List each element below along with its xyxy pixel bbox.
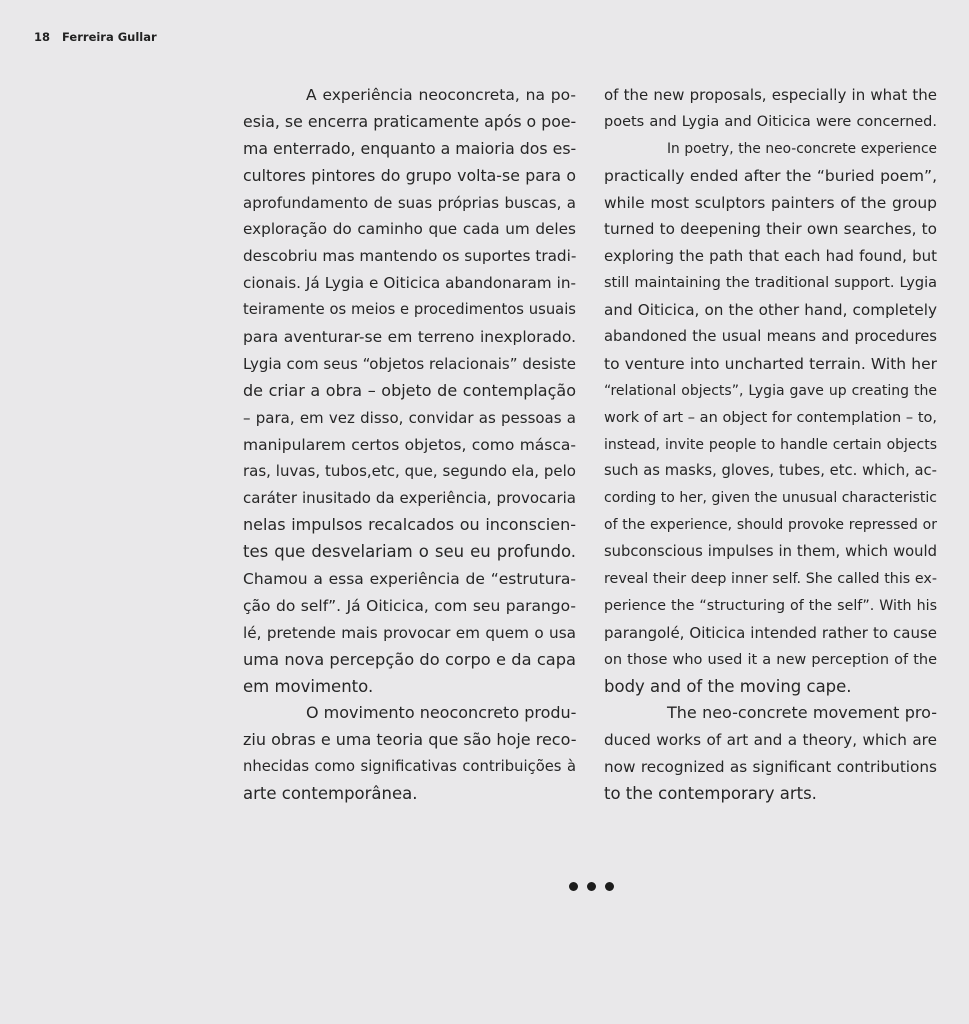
text-line: arte contemporânea. [243, 784, 418, 804]
text-line: cultores pintores do grupo volta-se para o [243, 165, 576, 185]
page-number: 18 [34, 30, 51, 44]
text-line: – para, em vez disso, convidar as pessoas a [243, 408, 576, 427]
text-line: Chamou a essa experiência de “estrutura- [243, 570, 576, 589]
text-line: subconscious impulses in them, which would [604, 543, 937, 561]
text-line: nhecidas como significativas contribuições à [243, 758, 576, 776]
running-title: Ferreira Gullar [62, 30, 157, 44]
text-line: ção do self”. Já Oiticica, com seu parango- [243, 596, 576, 615]
text-line: ma enterrado, enquanto a maioria dos es- [243, 138, 576, 158]
text-line: lé, pretende mais provocar em quem o usa [243, 623, 576, 642]
text-line: cionais. Já Lygia e Oiticica abandonaram in- [243, 274, 576, 293]
text-line: In poetry, the neo-concrete experience [667, 140, 937, 157]
text-line: of the experience, should provoke repressed or [604, 517, 937, 534]
text-line: esia, se encerra praticamente após o poe- [243, 111, 576, 131]
text-line: “relational objects”, Lygia gave up creating the [604, 382, 937, 399]
text-line: tes que desvelariam o seu eu profundo. [243, 542, 576, 562]
portuguese-text-column [243, 82, 576, 808]
text-line: nelas impulsos recalcados ou inconscien- [243, 515, 576, 535]
english-text-column [604, 82, 937, 808]
text-line: to the contemporary arts. [604, 784, 817, 804]
text-line: such as masks, gloves, tubes, etc. which, ac- [604, 462, 937, 480]
text-line: now recognized as significant contributions [604, 758, 937, 777]
text-line: and Oiticica, on the other hand, completely [604, 301, 937, 320]
text-line: exploring the path that each had found, but [604, 247, 937, 266]
bullet-dot-icon [569, 882, 578, 891]
text-line: of the new proposals, especially in what the [604, 86, 937, 104]
text-line: instead, invite people to handle certain objects [604, 436, 937, 453]
text-line: para aventurar-se em terreno inexplorado. [243, 328, 576, 347]
bullet-dot-icon [587, 882, 596, 891]
text-line: body and of the moving cape. [604, 676, 852, 696]
text-line: de criar a obra – objeto de contemplação [243, 380, 576, 400]
text-line: caráter inusitado da experiência, provocaria [243, 489, 576, 508]
text-line: to venture into uncharted terrain. With her [604, 354, 937, 373]
text-line: poets and Lygia and Oiticica were concerned. [604, 113, 937, 130]
text-line: ras, luvas, tubos,etc, que, segundo ela, pelo [243, 462, 576, 481]
text-line: turned to deepening their own searches, to [604, 220, 937, 239]
text-line: Lygia com seus “objetos relacionais” desiste [243, 354, 576, 373]
text-line: The neo-concrete movement pro- [667, 703, 937, 723]
text-line: on those who used it a new perception of the [604, 651, 937, 668]
text-line: reveal their deep inner self. She called this ex- [604, 571, 937, 588]
text-line: abandoned the usual means and procedures [604, 328, 937, 346]
text-line: O movimento neoconcreto produ- [306, 703, 576, 723]
bullet-dot-icon [605, 882, 614, 891]
text-line: work of art – an object for contemplation – to, [604, 409, 937, 426]
section-end-marker [567, 880, 617, 892]
text-line: aprofundamento de suas próprias buscas, a [243, 193, 576, 212]
text-line: exploração do caminho que cada um deles [243, 220, 576, 239]
text-line: teiramente os meios e procedimentos usuais [243, 301, 576, 319]
text-line: practically ended after the “buried poem”, [604, 166, 937, 185]
text-line: perience the “structuring of the self”. With his [604, 597, 937, 614]
text-line: duced works of art and a theory, which are [604, 731, 937, 750]
page-header [34, 30, 157, 44]
text-line: parangolé, Oiticica intended rather to cause [604, 623, 937, 642]
text-line: manipularem certos objetos, como másca- [243, 435, 576, 454]
text-line: still maintaining the traditional support. Lygia [604, 275, 937, 292]
text-line: ziu obras e uma teoria que são hoje reco- [243, 730, 576, 750]
text-line: em movimento. [243, 676, 374, 696]
text-line: cording to her, given the unusual characteristic [604, 490, 937, 507]
text-line: descobriu mas mantendo os suportes tradi- [243, 247, 576, 266]
text-line: A experiência neoconcreta, na po- [306, 86, 576, 104]
text-line: uma nova percepção do corpo e da capa [243, 649, 576, 669]
text-line: while most sculptors painters of the group [604, 193, 937, 212]
